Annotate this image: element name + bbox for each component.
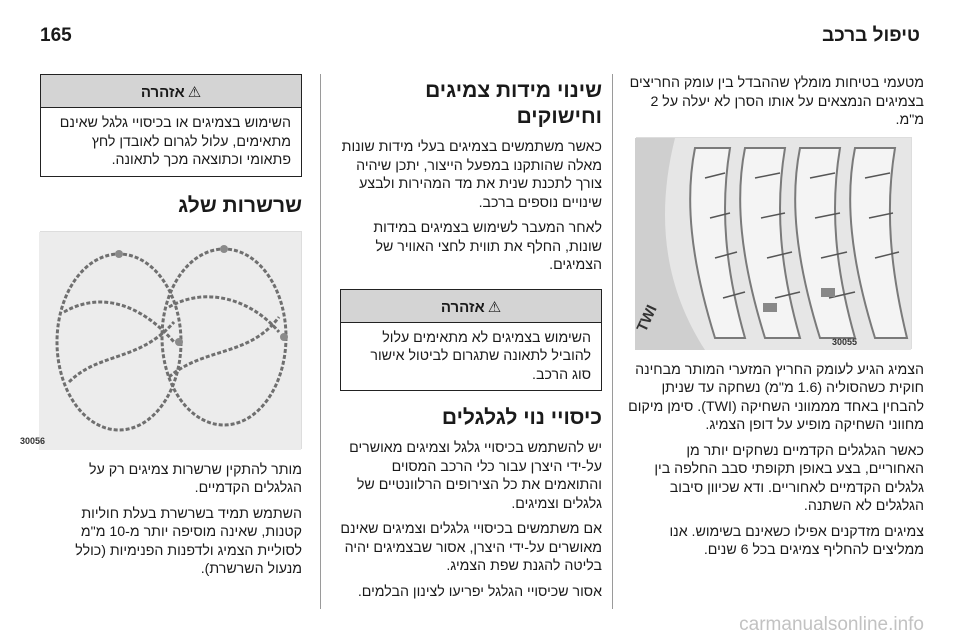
warning-triangle-icon: ⚠ [487, 298, 502, 316]
right-column [624, 74, 924, 567]
intro-paragraph: מטעמי בטיחות מומלץ שההבדל בין עומק החריצים בצמיגים הנמצאים על אותו הסרן לא יעלה על 2 מ"מ. [629, 75, 924, 128]
page-number: 165 [40, 25, 72, 46]
column-divider [320, 74, 321, 609]
tire-size-paragraph-1: כאשר משתמשים בצמיגים בעלי מידות שונות מאלה שהותקנו במפעל הייצור, יתכן שיהיה צורך לתכנת שנית את מד המהירות ולבצע שינויים נוספים ברכב. [341, 139, 602, 211]
twi-label: TWI [633, 302, 661, 335]
site-watermark: carmanualsonline.info [739, 614, 924, 635]
snow-chains-heading: שרשרות שלג [178, 193, 302, 217]
snow-chains-paragraph-1: מותר להתקין שרשרות צמיגים רק על הגלגלים הקדמיים. [89, 461, 302, 496]
tire-size-heading: שינוי מידות צמיגים וחישוקים [425, 79, 602, 128]
snow-chains-drawing [19, 232, 301, 450]
wheel-covers-paragraph-2: אם משתמשים בכיסויי גלגלים וצמיגים שאינם מאושרים על-ידי היצרן, אסור שבצמיגים יהיה בליטה להגנת שפת הצמיג. [340, 521, 602, 574]
tread-depth-paragraph: הצמיג הגיע לעומק החריץ המזערי המותר מבחינה חוקית כשהסוליה (1.6 מ"מ) נשחקה עד שניתן להבחין באחד מממווני השחיקה (TWI). סימן מיקום מחווני השחיקה מופיע על דופן הצמיג. [628, 361, 924, 433]
snow-chains-paragraph-2: השתמש תמיד בשרשרת בעלת חוליות קטנות, שאינה מוסיפה יותר מ-10 מ"מ לסוליית הצמיג ולדפנות הפנימיות (כולל מנעול השרשרת). [75, 505, 302, 577]
column-divider [612, 74, 613, 609]
tire-tread-illustration [633, 137, 912, 349]
left-column [19, 74, 302, 586]
snow-chains-illustration [19, 231, 302, 449]
tire-tread-drawing [635, 138, 911, 350]
middle-column [340, 74, 602, 608]
warning-box [340, 289, 602, 392]
warning-text: השימוש בצמיגים לא מתאימים עלול להוביל לתאונה שתגרום לביטול אישור סוג הרכב. [370, 329, 591, 383]
page-header [40, 20, 920, 52]
aging-paragraph: צמיגים מזדקנים אפילו כשאינם בשימוש. אנו ממליצים להחליף צמיגים בכל 6 שנים. [669, 523, 924, 558]
figure-number: 30055 [831, 336, 857, 347]
chapter-title: טיפול ברכב [822, 25, 920, 46]
warning-text: השימוש בצמיגים או בכיסויי גלגל שאינם מתאימים, עלול לגרום לאובדן לחץ פתאומי וכתוצאה מכך לתאונה. [59, 115, 291, 168]
warning-triangle-icon: ⚠ [187, 84, 202, 101]
wheel-covers-paragraph-1: יש להשתמש בכיסויי גלגל וצמיגים מאושרים על-ידי היצרן עבור כלי הרכב המסוים והתואמים את כל הצירופים הרלוונטיים של גלגלים וצמיגים. [349, 440, 602, 512]
wheel-covers-paragraph-3: אסור שכיסויי הגלגל יפריעו לצינון הבלמים. [357, 583, 602, 600]
figure-number: 30056 [19, 435, 45, 446]
tire-size-paragraph-2: לאחר המעבר לשימוש בצמיגים במידות שונות, החלף את תווית לחצי האוויר של הצמיגים. [373, 220, 602, 273]
warning-title: ⚠אזהרה [41, 75, 301, 108]
wheel-covers-heading: כיסויי נוי לגלגלים [441, 406, 602, 429]
warning-box [40, 74, 302, 177]
rotation-paragraph: כאשר הגלגלים הקדמיים נשחקים יותר מן האחוריים, בצע באופן תקופתי סבב החלפה בין גלגלים הקדמיים לאחוריים. ודא שכיוון סיבוב הגלגלים לא השתנה. [654, 442, 924, 514]
warning-title: ⚠אזהרה [341, 290, 601, 323]
